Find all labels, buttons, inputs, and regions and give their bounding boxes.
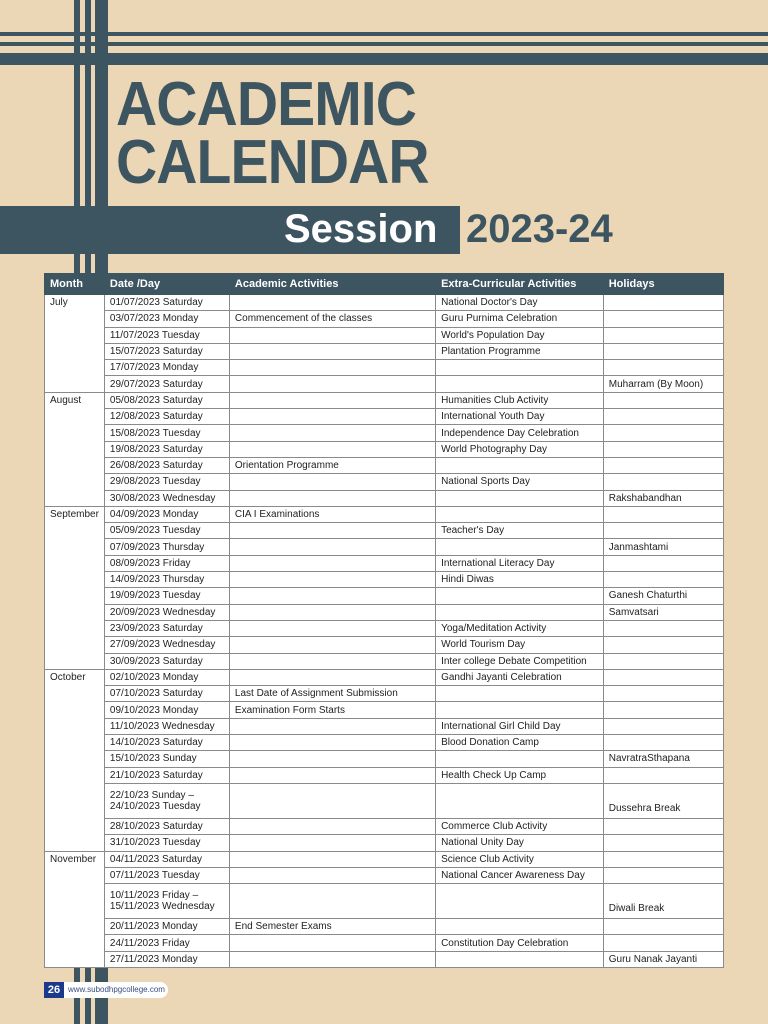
date-text: 03/07/2023 Monday xyxy=(109,313,199,325)
holiday-cell xyxy=(603,935,723,951)
holiday-cell xyxy=(603,343,723,359)
date-cell xyxy=(104,851,229,867)
date-cell xyxy=(104,686,229,702)
table-row xyxy=(45,506,724,522)
holiday-cell: Dussehra Break xyxy=(603,783,723,818)
extra-curricular-cell: National Doctor's Day xyxy=(436,295,604,311)
academic-cell xyxy=(229,818,435,834)
table-row xyxy=(45,457,724,473)
date-text: 29/08/2023 Tuesday xyxy=(109,476,201,488)
academic-cell xyxy=(229,783,435,818)
date-text: 02/10/2023 Monday xyxy=(109,671,199,683)
holiday-cell xyxy=(603,360,723,376)
date-text: 30/09/2023 Saturday xyxy=(109,655,203,667)
holiday-cell xyxy=(603,523,723,539)
extra-curricular-cell xyxy=(436,539,604,555)
extra-curricular-cell: Humanities Club Activity xyxy=(436,392,604,408)
date-text: 08/09/2023 Friday xyxy=(109,557,191,569)
extra-curricular-cell: Guru Purnima Celebration xyxy=(436,311,604,327)
table-row xyxy=(45,441,724,457)
extra-curricular-cell: World Photography Day xyxy=(436,441,604,457)
table-row xyxy=(45,327,724,343)
academic-cell xyxy=(229,604,435,620)
extra-curricular-cell xyxy=(436,360,604,376)
date-text: 14/09/2023 Thursday xyxy=(109,574,205,586)
holiday-cell xyxy=(603,718,723,734)
date-text: 26/08/2023 Saturday xyxy=(109,460,203,472)
table-row xyxy=(45,620,724,636)
extra-curricular-cell xyxy=(436,783,604,818)
extra-curricular-cell xyxy=(436,588,604,604)
column-header-holidays: Holidays xyxy=(603,274,723,295)
academic-cell xyxy=(229,409,435,425)
date-cell xyxy=(104,637,229,653)
date-text: 29/07/2023 Saturday xyxy=(109,378,203,390)
extra-curricular-cell xyxy=(436,919,604,935)
academic-cell xyxy=(229,327,435,343)
academic-cell xyxy=(229,751,435,767)
date-text: 14/10/2023 Saturday xyxy=(109,737,203,749)
holiday-cell xyxy=(603,851,723,867)
date-text: 23/09/2023 Saturday xyxy=(109,623,203,635)
holiday-cell xyxy=(603,686,723,702)
date-text: 24/11/2023 Friday xyxy=(109,937,190,949)
extra-curricular-cell: Teacher's Day xyxy=(436,523,604,539)
date-text: 15/10/2023 Sunday xyxy=(109,753,197,765)
academic-cell xyxy=(229,474,435,490)
academic-cell xyxy=(229,620,435,636)
table-row xyxy=(45,669,724,685)
academic-cell xyxy=(229,884,435,919)
date-cell xyxy=(104,702,229,718)
holiday-cell xyxy=(603,474,723,490)
table-row xyxy=(45,376,724,392)
academic-cell: Examination Form Starts xyxy=(229,702,435,718)
table-row xyxy=(45,735,724,751)
holiday-cell xyxy=(603,392,723,408)
table-row xyxy=(45,409,724,425)
extra-curricular-cell xyxy=(436,702,604,718)
extra-curricular-cell: Yoga/Meditation Activity xyxy=(436,620,604,636)
date-text-end: 15/11/2023 Wednesday xyxy=(109,901,215,913)
date-cell xyxy=(104,539,229,555)
academic-cell xyxy=(229,851,435,867)
date-text: 31/10/2023 Tuesday xyxy=(109,837,201,849)
academic-cell: CIA I Examinations xyxy=(229,506,435,522)
extra-curricular-cell: Hindi Diwas xyxy=(436,572,604,588)
table-row xyxy=(45,392,724,408)
extra-curricular-cell: Gandhi Jayanti Celebration xyxy=(436,669,604,685)
date-text: 12/08/2023 Saturday xyxy=(109,411,203,423)
table-row xyxy=(45,935,724,951)
holiday-cell xyxy=(603,620,723,636)
table-row xyxy=(45,588,724,604)
table-row xyxy=(45,295,724,311)
date-cell xyxy=(104,835,229,851)
date-text-end: 24/10/2023 Tuesday xyxy=(109,800,201,812)
holiday-cell xyxy=(603,409,723,425)
table-row xyxy=(45,851,724,867)
date-text: 17/07/2023 Monday xyxy=(109,362,199,374)
date-cell xyxy=(104,311,229,327)
holiday-cell xyxy=(603,669,723,685)
holiday-cell: Guru Nanak Jayanti xyxy=(603,951,723,967)
date-text: 21/10/2023 Saturday xyxy=(109,769,203,781)
page-number: 26 xyxy=(44,982,64,998)
date-cell xyxy=(104,783,229,818)
decor-horizontal-line xyxy=(0,32,768,36)
extra-curricular-cell xyxy=(436,751,604,767)
calendar-table xyxy=(44,273,724,968)
academic-cell xyxy=(229,555,435,571)
date-text: 01/07/2023 Saturday xyxy=(109,297,203,309)
month-cell: October xyxy=(45,669,105,851)
holiday-cell xyxy=(603,327,723,343)
holiday-cell: NavratraSthapana xyxy=(603,751,723,767)
holiday-cell xyxy=(603,441,723,457)
date-cell xyxy=(104,523,229,539)
table-row xyxy=(45,951,724,967)
date-cell xyxy=(104,572,229,588)
table-row xyxy=(45,686,724,702)
holiday-cell xyxy=(603,653,723,669)
holiday-cell xyxy=(603,506,723,522)
academic-cell xyxy=(229,523,435,539)
date-cell xyxy=(104,376,229,392)
table-row xyxy=(45,884,724,919)
date-cell xyxy=(104,474,229,490)
date-cell xyxy=(104,751,229,767)
date-cell xyxy=(104,818,229,834)
table-row xyxy=(45,919,724,935)
date-cell xyxy=(104,327,229,343)
holiday-cell xyxy=(603,555,723,571)
page-title xyxy=(116,70,429,197)
academic-cell xyxy=(229,376,435,392)
date-cell xyxy=(104,343,229,359)
academic-cell xyxy=(229,343,435,359)
extra-curricular-cell: International Youth Day xyxy=(436,409,604,425)
date-cell xyxy=(104,360,229,376)
table-row xyxy=(45,490,724,506)
holiday-cell xyxy=(603,818,723,834)
table-row xyxy=(45,718,724,734)
date-text: 11/10/2023 Wednesday xyxy=(109,720,215,732)
extra-curricular-cell xyxy=(436,506,604,522)
date-cell xyxy=(104,295,229,311)
date-text: 04/11/2023 Saturday xyxy=(109,853,203,865)
date-text: 27/11/2023 Monday xyxy=(109,953,198,965)
table-row xyxy=(45,653,724,669)
date-text: 07/09/2023 Thursday xyxy=(109,541,205,553)
date-text: 11/07/2023 Tuesday xyxy=(109,329,200,341)
extra-curricular-cell: Science Club Activity xyxy=(436,851,604,867)
academic-cell xyxy=(229,295,435,311)
table-row xyxy=(45,474,724,490)
academic-cell: Orientation Programme xyxy=(229,457,435,473)
decor-horizontal-line xyxy=(0,42,768,46)
academic-cell xyxy=(229,867,435,883)
extra-curricular-cell xyxy=(436,376,604,392)
date-text: 28/10/2023 Saturday xyxy=(109,821,203,833)
extra-curricular-cell: National Unity Day xyxy=(436,835,604,851)
extra-curricular-cell: Constitution Day Celebration xyxy=(436,935,604,951)
extra-curricular-cell xyxy=(436,951,604,967)
extra-curricular-cell: Inter college Debate Competition xyxy=(436,653,604,669)
table-header-row xyxy=(45,274,724,295)
holiday-cell xyxy=(603,457,723,473)
extra-curricular-cell: International Girl Child Day xyxy=(436,718,604,734)
holiday-cell: Ganesh Chaturthi xyxy=(603,588,723,604)
date-cell xyxy=(104,867,229,883)
academic-cell xyxy=(229,935,435,951)
table-row xyxy=(45,835,724,851)
column-header-extra: Extra-Curricular Activities xyxy=(436,274,604,295)
academic-cell xyxy=(229,360,435,376)
date-cell xyxy=(104,951,229,967)
table-row xyxy=(45,867,724,883)
extra-curricular-cell: Plantation Programme xyxy=(436,343,604,359)
academic-cell xyxy=(229,767,435,783)
calendar-body xyxy=(45,295,724,968)
table-row xyxy=(45,751,724,767)
extra-curricular-cell: Blood Donation Camp xyxy=(436,735,604,751)
academic-cell: Last Date of Assignment Submission xyxy=(229,686,435,702)
date-cell xyxy=(104,653,229,669)
extra-curricular-cell: World Tourism Day xyxy=(436,637,604,653)
academic-cell xyxy=(229,718,435,734)
date-text: 15/07/2023 Saturday xyxy=(109,346,203,358)
extra-curricular-cell xyxy=(436,884,604,919)
decor-horizontal-line xyxy=(0,53,768,65)
column-header-academic: Academic Activities xyxy=(229,274,435,295)
website-url[interactable]: www.subodhpgcollege.com xyxy=(64,982,168,998)
table-row xyxy=(45,311,724,327)
extra-curricular-cell xyxy=(436,686,604,702)
month-cell: August xyxy=(45,392,105,506)
holiday-cell: Diwali Break xyxy=(603,884,723,919)
date-text: 10/11/2023 Friday – xyxy=(109,890,199,902)
date-text: 07/10/2023 Saturday xyxy=(109,688,203,700)
table-row xyxy=(45,343,724,359)
date-text: 04/09/2023 Monday xyxy=(109,509,199,520)
table-row xyxy=(45,767,724,783)
academic-cell xyxy=(229,588,435,604)
date-cell xyxy=(104,441,229,457)
date-text: 30/08/2023 Wednesday xyxy=(109,492,216,504)
extra-curricular-cell: National Sports Day xyxy=(436,474,604,490)
date-cell xyxy=(104,506,229,522)
date-text: 07/11/2023 Tuesday xyxy=(109,869,200,881)
date-cell xyxy=(104,409,229,425)
extra-curricular-cell: National Cancer Awareness Day xyxy=(436,867,604,883)
holiday-cell xyxy=(603,295,723,311)
table-row xyxy=(45,783,724,818)
holiday-cell xyxy=(603,919,723,935)
date-text: 15/08/2023 Tuesday xyxy=(109,427,201,439)
academic-cell xyxy=(229,669,435,685)
academic-cell xyxy=(229,637,435,653)
date-cell xyxy=(104,490,229,506)
date-cell xyxy=(104,392,229,408)
academic-cell xyxy=(229,441,435,457)
academic-cell: End Semester Exams xyxy=(229,919,435,935)
holiday-cell xyxy=(603,637,723,653)
date-text: 20/09/2023 Wednesday xyxy=(109,606,216,618)
holiday-cell xyxy=(603,735,723,751)
extra-curricular-cell xyxy=(436,490,604,506)
date-cell xyxy=(104,604,229,620)
holiday-cell xyxy=(603,867,723,883)
date-cell xyxy=(104,735,229,751)
month-cell: July xyxy=(45,295,105,393)
column-header-month: Month xyxy=(45,274,105,295)
table-row xyxy=(45,637,724,653)
extra-curricular-cell: International Literacy Day xyxy=(436,555,604,571)
table-row xyxy=(45,572,724,588)
date-cell xyxy=(104,555,229,571)
month-cell: November xyxy=(45,851,105,967)
date-cell xyxy=(104,457,229,473)
academic-cell xyxy=(229,735,435,751)
date-cell xyxy=(104,588,229,604)
date-text: 19/08/2023 Saturday xyxy=(109,443,203,455)
table-row xyxy=(45,539,724,555)
date-text: 05/09/2023 Tuesday xyxy=(109,525,201,537)
date-cell xyxy=(104,919,229,935)
date-cell xyxy=(104,767,229,783)
date-text: 27/09/2023 Wednesday xyxy=(109,639,216,651)
date-cell xyxy=(104,718,229,734)
column-header-date: Date /Day xyxy=(104,274,229,295)
date-cell xyxy=(104,425,229,441)
date-cell xyxy=(104,620,229,636)
holiday-cell xyxy=(603,572,723,588)
extra-curricular-cell: Commerce Club Activity xyxy=(436,818,604,834)
extra-curricular-cell xyxy=(436,457,604,473)
extra-curricular-cell: Independence Day Celebration xyxy=(436,425,604,441)
academic-cell xyxy=(229,572,435,588)
table-row xyxy=(45,555,724,571)
academic-cell xyxy=(229,835,435,851)
holiday-cell: Rakshabandhan xyxy=(603,490,723,506)
holiday-cell xyxy=(603,835,723,851)
academic-cell xyxy=(229,653,435,669)
table-row xyxy=(45,523,724,539)
title-line-2: CALENDAR xyxy=(116,128,429,197)
holiday-cell: Muharram (By Moon) xyxy=(603,376,723,392)
date-text: 20/11/2023 Monday xyxy=(109,921,198,933)
date-cell xyxy=(104,935,229,951)
session-year: 2023-24 xyxy=(466,207,613,251)
academic-cell xyxy=(229,951,435,967)
date-cell xyxy=(104,669,229,685)
academic-cell xyxy=(229,425,435,441)
holiday-cell xyxy=(603,702,723,718)
table-row xyxy=(45,360,724,376)
table-row xyxy=(45,702,724,718)
holiday-cell: Janmashtami xyxy=(603,539,723,555)
holiday-cell: Samvatsari xyxy=(603,604,723,620)
extra-curricular-cell: Health Check Up Camp xyxy=(436,767,604,783)
date-text: 05/08/2023 Saturday xyxy=(109,394,203,406)
holiday-cell xyxy=(603,425,723,441)
extra-curricular-cell: World's Population Day xyxy=(436,327,604,343)
session-label: Session xyxy=(284,207,438,251)
date-text: 22/10/23 Sunday – xyxy=(109,789,194,801)
academic-cell: Commencement of the classes xyxy=(229,311,435,327)
table-row xyxy=(45,818,724,834)
date-cell xyxy=(104,884,229,919)
date-text: 09/10/2023 Monday xyxy=(109,704,199,716)
holiday-cell xyxy=(603,767,723,783)
month-cell: September xyxy=(45,506,105,669)
date-text: 19/09/2023 Tuesday xyxy=(109,590,201,602)
table-row xyxy=(45,604,724,620)
extra-curricular-cell xyxy=(436,604,604,620)
academic-cell xyxy=(229,392,435,408)
table-row xyxy=(45,425,724,441)
academic-cell xyxy=(229,539,435,555)
holiday-cell xyxy=(603,311,723,327)
academic-cell xyxy=(229,490,435,506)
title-line-1: ACADEMIC xyxy=(116,70,417,139)
